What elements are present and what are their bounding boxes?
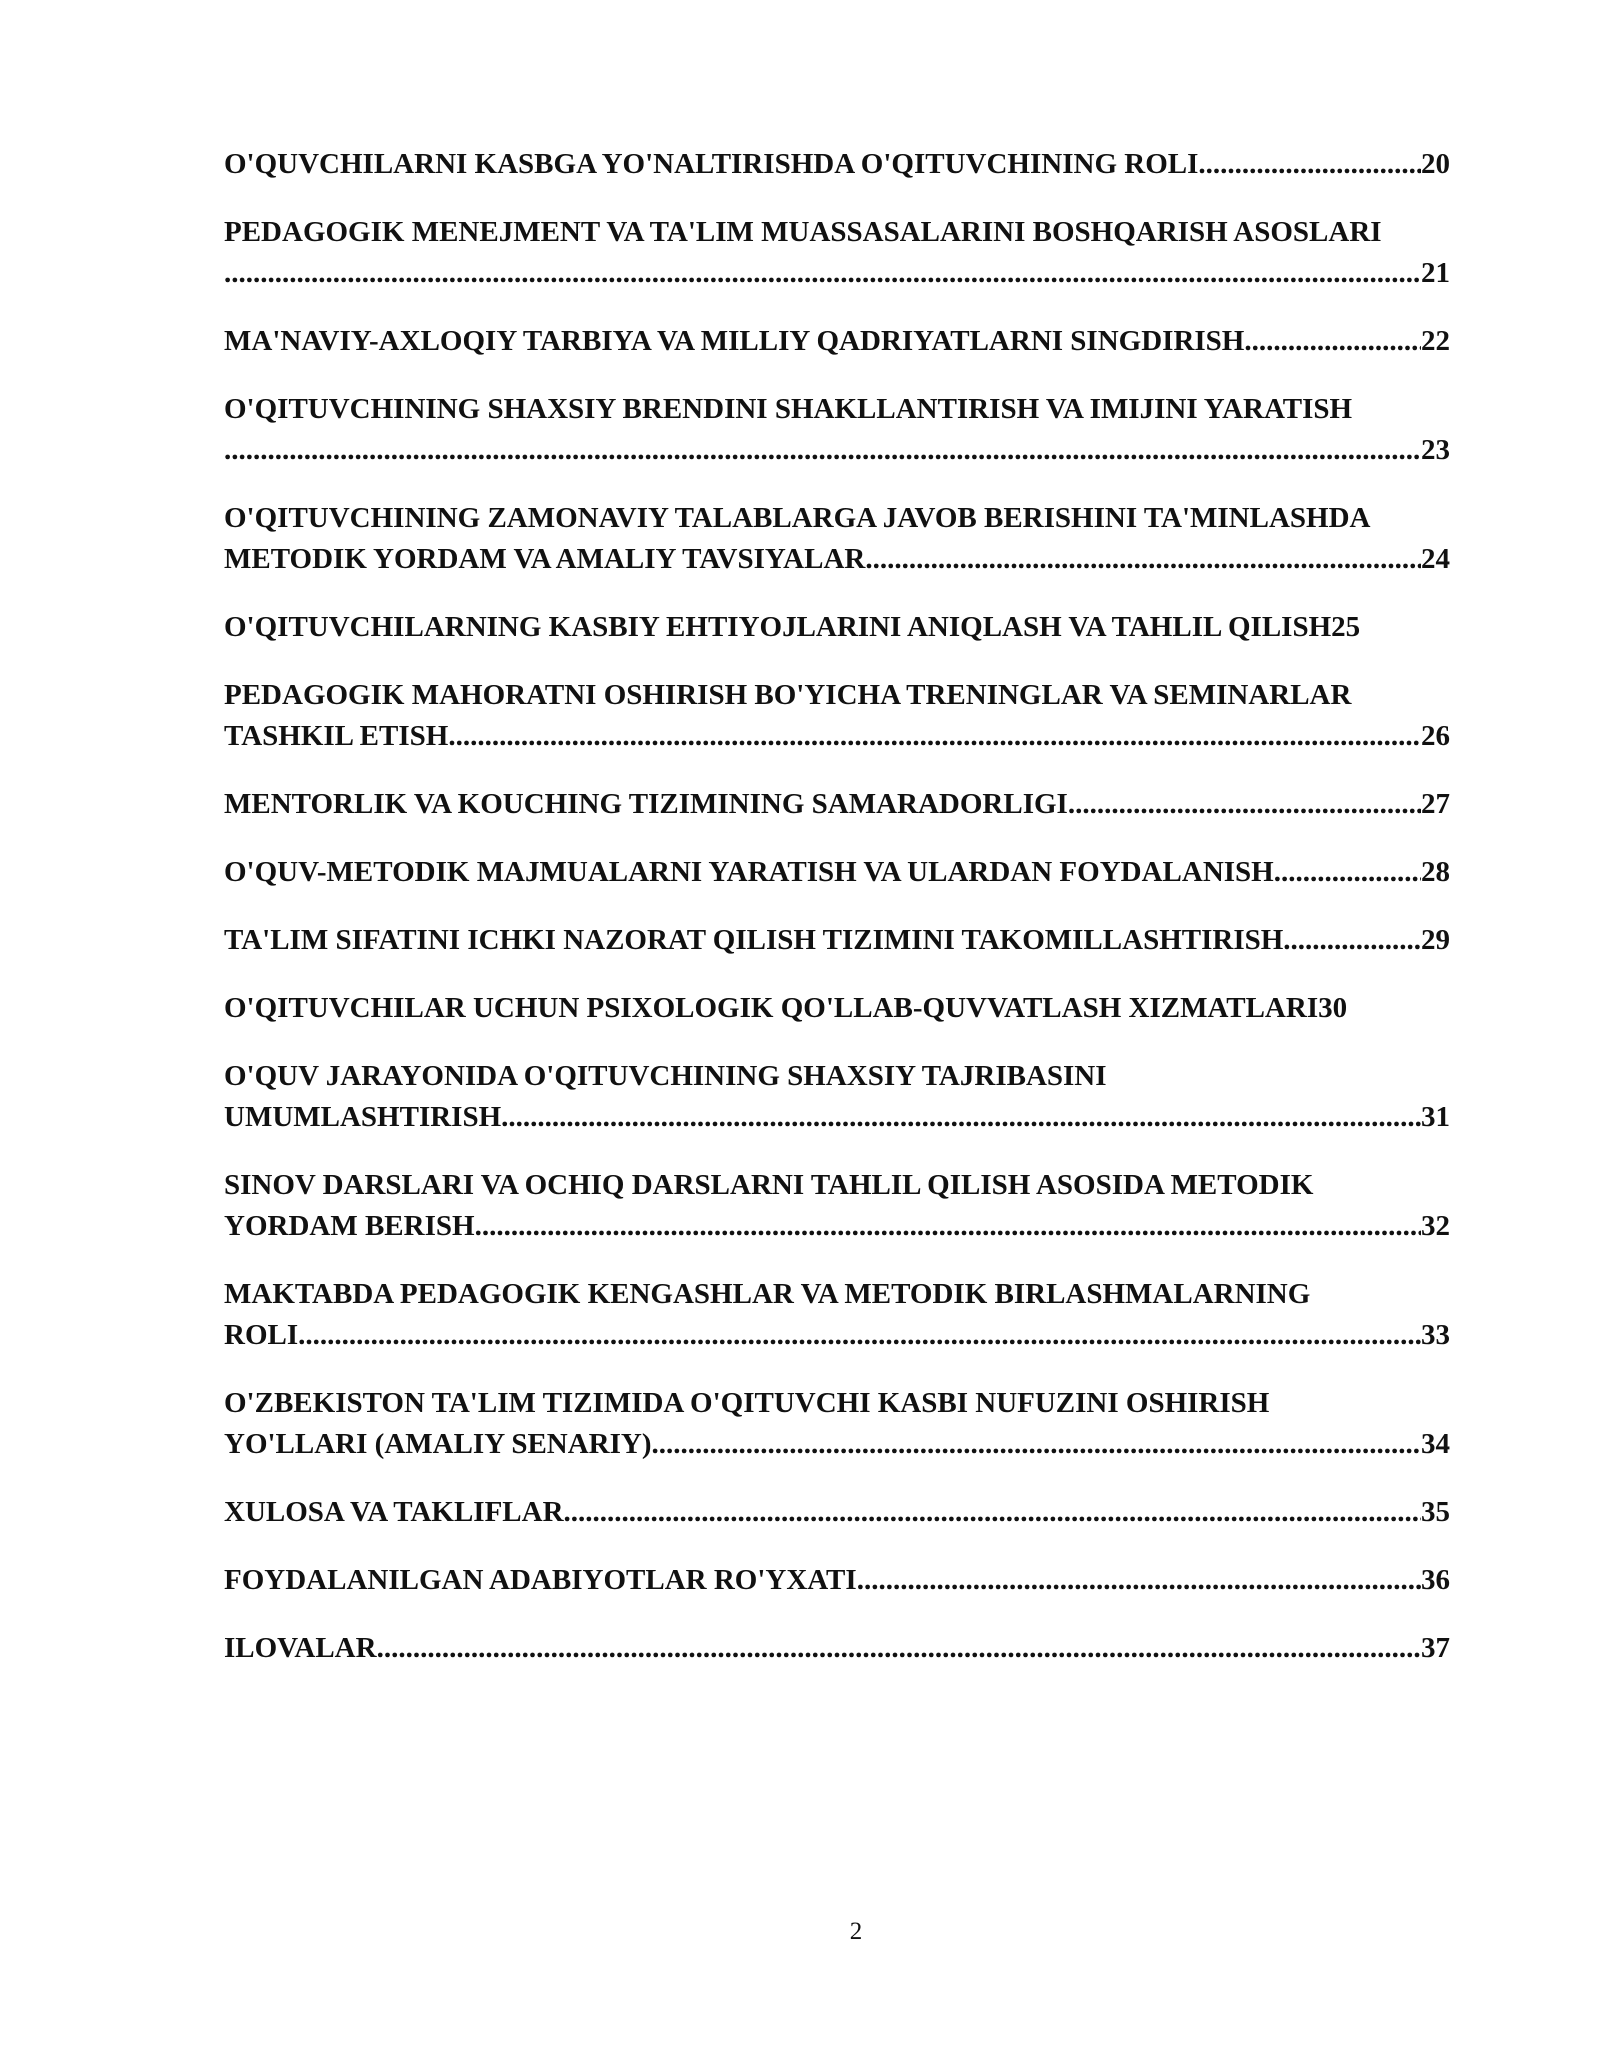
toc-entry-title-line: O'QITUVCHINING ZAMONAVIY TALABLARGA JAVOB BERISHINI TA'MINLASHDA [224, 502, 1371, 534]
toc-entry-row [224, 1492, 1450, 1533]
toc-entry-title-line: MAKTABDA PEDAGOGIK KENGASHLAR VA METODIK BIRLASHMALARNING [224, 1278, 1311, 1310]
dot-leader [1244, 321, 1421, 362]
toc-entry-title-line: SINOV DARSLARI VA OCHIQ DARSLARNI TAHLIL QILISH ASOSIDA METODIK [224, 1169, 1314, 1201]
toc-entry[interactable] [224, 988, 1450, 1029]
toc-entry[interactable] [224, 852, 1450, 893]
toc-page-number: 30 [1318, 992, 1348, 1024]
toc-entry-row [224, 784, 1450, 825]
toc-entry[interactable] [224, 1560, 1450, 1601]
toc-entry-row [224, 539, 1450, 580]
dot-leader [1198, 144, 1421, 185]
toc-entry-row [224, 1097, 1450, 1138]
dot-leader [652, 1424, 1421, 1465]
toc-page-number: 29 [1421, 924, 1450, 956]
toc-entry[interactable] [224, 498, 1450, 580]
toc-entry[interactable] [224, 1056, 1450, 1138]
dot-leader [865, 539, 1421, 580]
toc-entry-row [224, 253, 1450, 294]
toc-entry-title: MENTORLIK VA KOUCHING TIZIMINING SAMARADORLIGI [224, 788, 1068, 820]
toc-entry-title-line: O'ZBEKISTON TA'LIM TIZIMIDA O'QITUVCHI KASBI NUFUZINI OSHIRISH [224, 1387, 1270, 1419]
toc-page-number: 26 [1421, 720, 1450, 752]
toc-entry-title: O'QUV-METODIK MAJMUALARNI YARATISH VA ULARDAN FOYDALANISH [224, 856, 1274, 888]
toc-entry[interactable] [224, 1165, 1450, 1247]
toc-entry-title: METODIK YORDAM VA AMALIY TAVSIYALAR [224, 543, 866, 575]
toc-entry-title: ILOVALAR [224, 1632, 377, 1664]
toc-entry-title: O'QUVCHILARNI KASBGA YO'NALTIRISHDA O'QITUVCHINING ROLI [224, 148, 1199, 180]
toc-entry-title: ROLI [224, 1319, 299, 1351]
toc-entry[interactable] [224, 920, 1450, 961]
toc-entry[interactable] [224, 144, 1450, 185]
dot-leader [1283, 920, 1421, 961]
toc-page-number: 35 [1421, 1496, 1450, 1528]
toc-entry-title: MA'NAVIY-AXLOQIY TARBIYA VA MILLIY QADRIYATLARNI SINGDIRISH [224, 325, 1245, 357]
toc-entry-row [224, 430, 1450, 471]
toc-entry-title-line: O'QITUVCHINING SHAXSIY BRENDINI SHAKLLANTIRISH VA IMIJINI YARATISH [224, 393, 1353, 425]
toc-entry[interactable] [224, 607, 1450, 648]
toc-page-number: 37 [1421, 1632, 1450, 1664]
toc-entry-row [224, 1315, 1450, 1356]
toc-page-number: 22 [1421, 325, 1450, 357]
toc-entry[interactable] [224, 321, 1450, 362]
toc-entry-row [224, 716, 1450, 757]
toc-page-number: 25 [1331, 611, 1361, 643]
toc-page-number: 36 [1421, 1564, 1450, 1596]
toc-entry-title: FOYDALANILGAN ADABIYOTLAR RO'YXATI [224, 1564, 857, 1596]
dot-leader [377, 1628, 1421, 1669]
dot-leader [857, 1560, 1421, 1601]
toc-page-number: 27 [1421, 788, 1450, 820]
toc-entry-row [224, 1628, 1450, 1669]
toc-entry-row [224, 1206, 1450, 1247]
toc-entry-row [224, 988, 1450, 1029]
toc-entry-title: XULOSA VA TAKLIFLAR [224, 1496, 564, 1528]
toc-page-number: 24 [1421, 543, 1450, 575]
page-number: 2 [849, 1918, 863, 1945]
toc-entry-title: YORDAM BERISH [224, 1210, 475, 1242]
toc-entry[interactable] [224, 389, 1450, 471]
toc-entry-title: O'QITUVCHILAR UCHUN PSIXOLOGIK QO'LLAB-QUVVATLASH XIZMATLARI [224, 992, 1319, 1024]
toc-entry[interactable] [224, 212, 1450, 294]
toc-entry[interactable] [224, 1628, 1450, 1669]
toc-entry-title: TA'LIM SIFATINI ICHKI NAZORAT QILISH TIZIMINI TAKOMILLASHTIRISH [224, 924, 1284, 956]
toc-page-number: 21 [1421, 257, 1450, 289]
toc-page-number: 34 [1421, 1428, 1450, 1460]
toc-page-number: 32 [1421, 1210, 1450, 1242]
toc-page-number: 33 [1421, 1319, 1450, 1351]
toc-page-number: 31 [1421, 1101, 1450, 1133]
toc-entry[interactable] [224, 675, 1450, 757]
toc-entry-title: TASHKIL ETISH [224, 720, 449, 752]
dot-leader [1068, 784, 1421, 825]
toc-page-number: 20 [1421, 148, 1450, 180]
table-of-contents [224, 144, 1498, 1696]
toc-page-number: 28 [1421, 856, 1450, 888]
toc-entry-row [224, 321, 1450, 362]
toc-page-number: 23 [1421, 434, 1450, 466]
toc-entry[interactable] [224, 1383, 1450, 1465]
toc-entry-row [224, 144, 1450, 185]
toc-entry[interactable] [224, 1274, 1450, 1356]
toc-entry-row [224, 607, 1450, 648]
toc-entry-row [224, 920, 1450, 961]
toc-entry-title-line: O'QUV JARAYONIDA O'QITUVCHINING SHAXSIY TAJRIBASINI [224, 1060, 1107, 1092]
dot-leader [564, 1492, 1421, 1533]
toc-entry-title-line: PEDAGOGIK MENEJMENT VA TA'LIM MUASSASALARINI BOSHQARISH ASOSLARI [224, 216, 1382, 248]
dot-leader [224, 253, 1421, 294]
dot-leader [448, 716, 1421, 757]
dot-leader [298, 1315, 1421, 1356]
toc-entry-title: O'QITUVCHILARNING KASBIY EHTIYOJLARINI ANIQLASH VA TAHLIL QILISH [224, 611, 1332, 643]
toc-entry-row [224, 1560, 1450, 1601]
toc-entry-row [224, 852, 1450, 893]
dot-leader [501, 1097, 1421, 1138]
toc-entry-title-line: PEDAGOGIK MAHORATNI OSHIRISH BO'YICHA TRENINGLAR VA SEMINARLAR [224, 679, 1352, 711]
toc-entry[interactable] [224, 784, 1450, 825]
dot-leader [224, 430, 1421, 471]
toc-entry-title: UMUMLASHTIRISH [224, 1101, 502, 1133]
toc-entry-row [224, 1424, 1450, 1465]
toc-entry[interactable] [224, 1492, 1450, 1533]
dot-leader [475, 1206, 1421, 1247]
toc-entry-title: YO'LLARI (AMALIY SENARIY) [224, 1428, 652, 1460]
dot-leader [1274, 852, 1421, 893]
